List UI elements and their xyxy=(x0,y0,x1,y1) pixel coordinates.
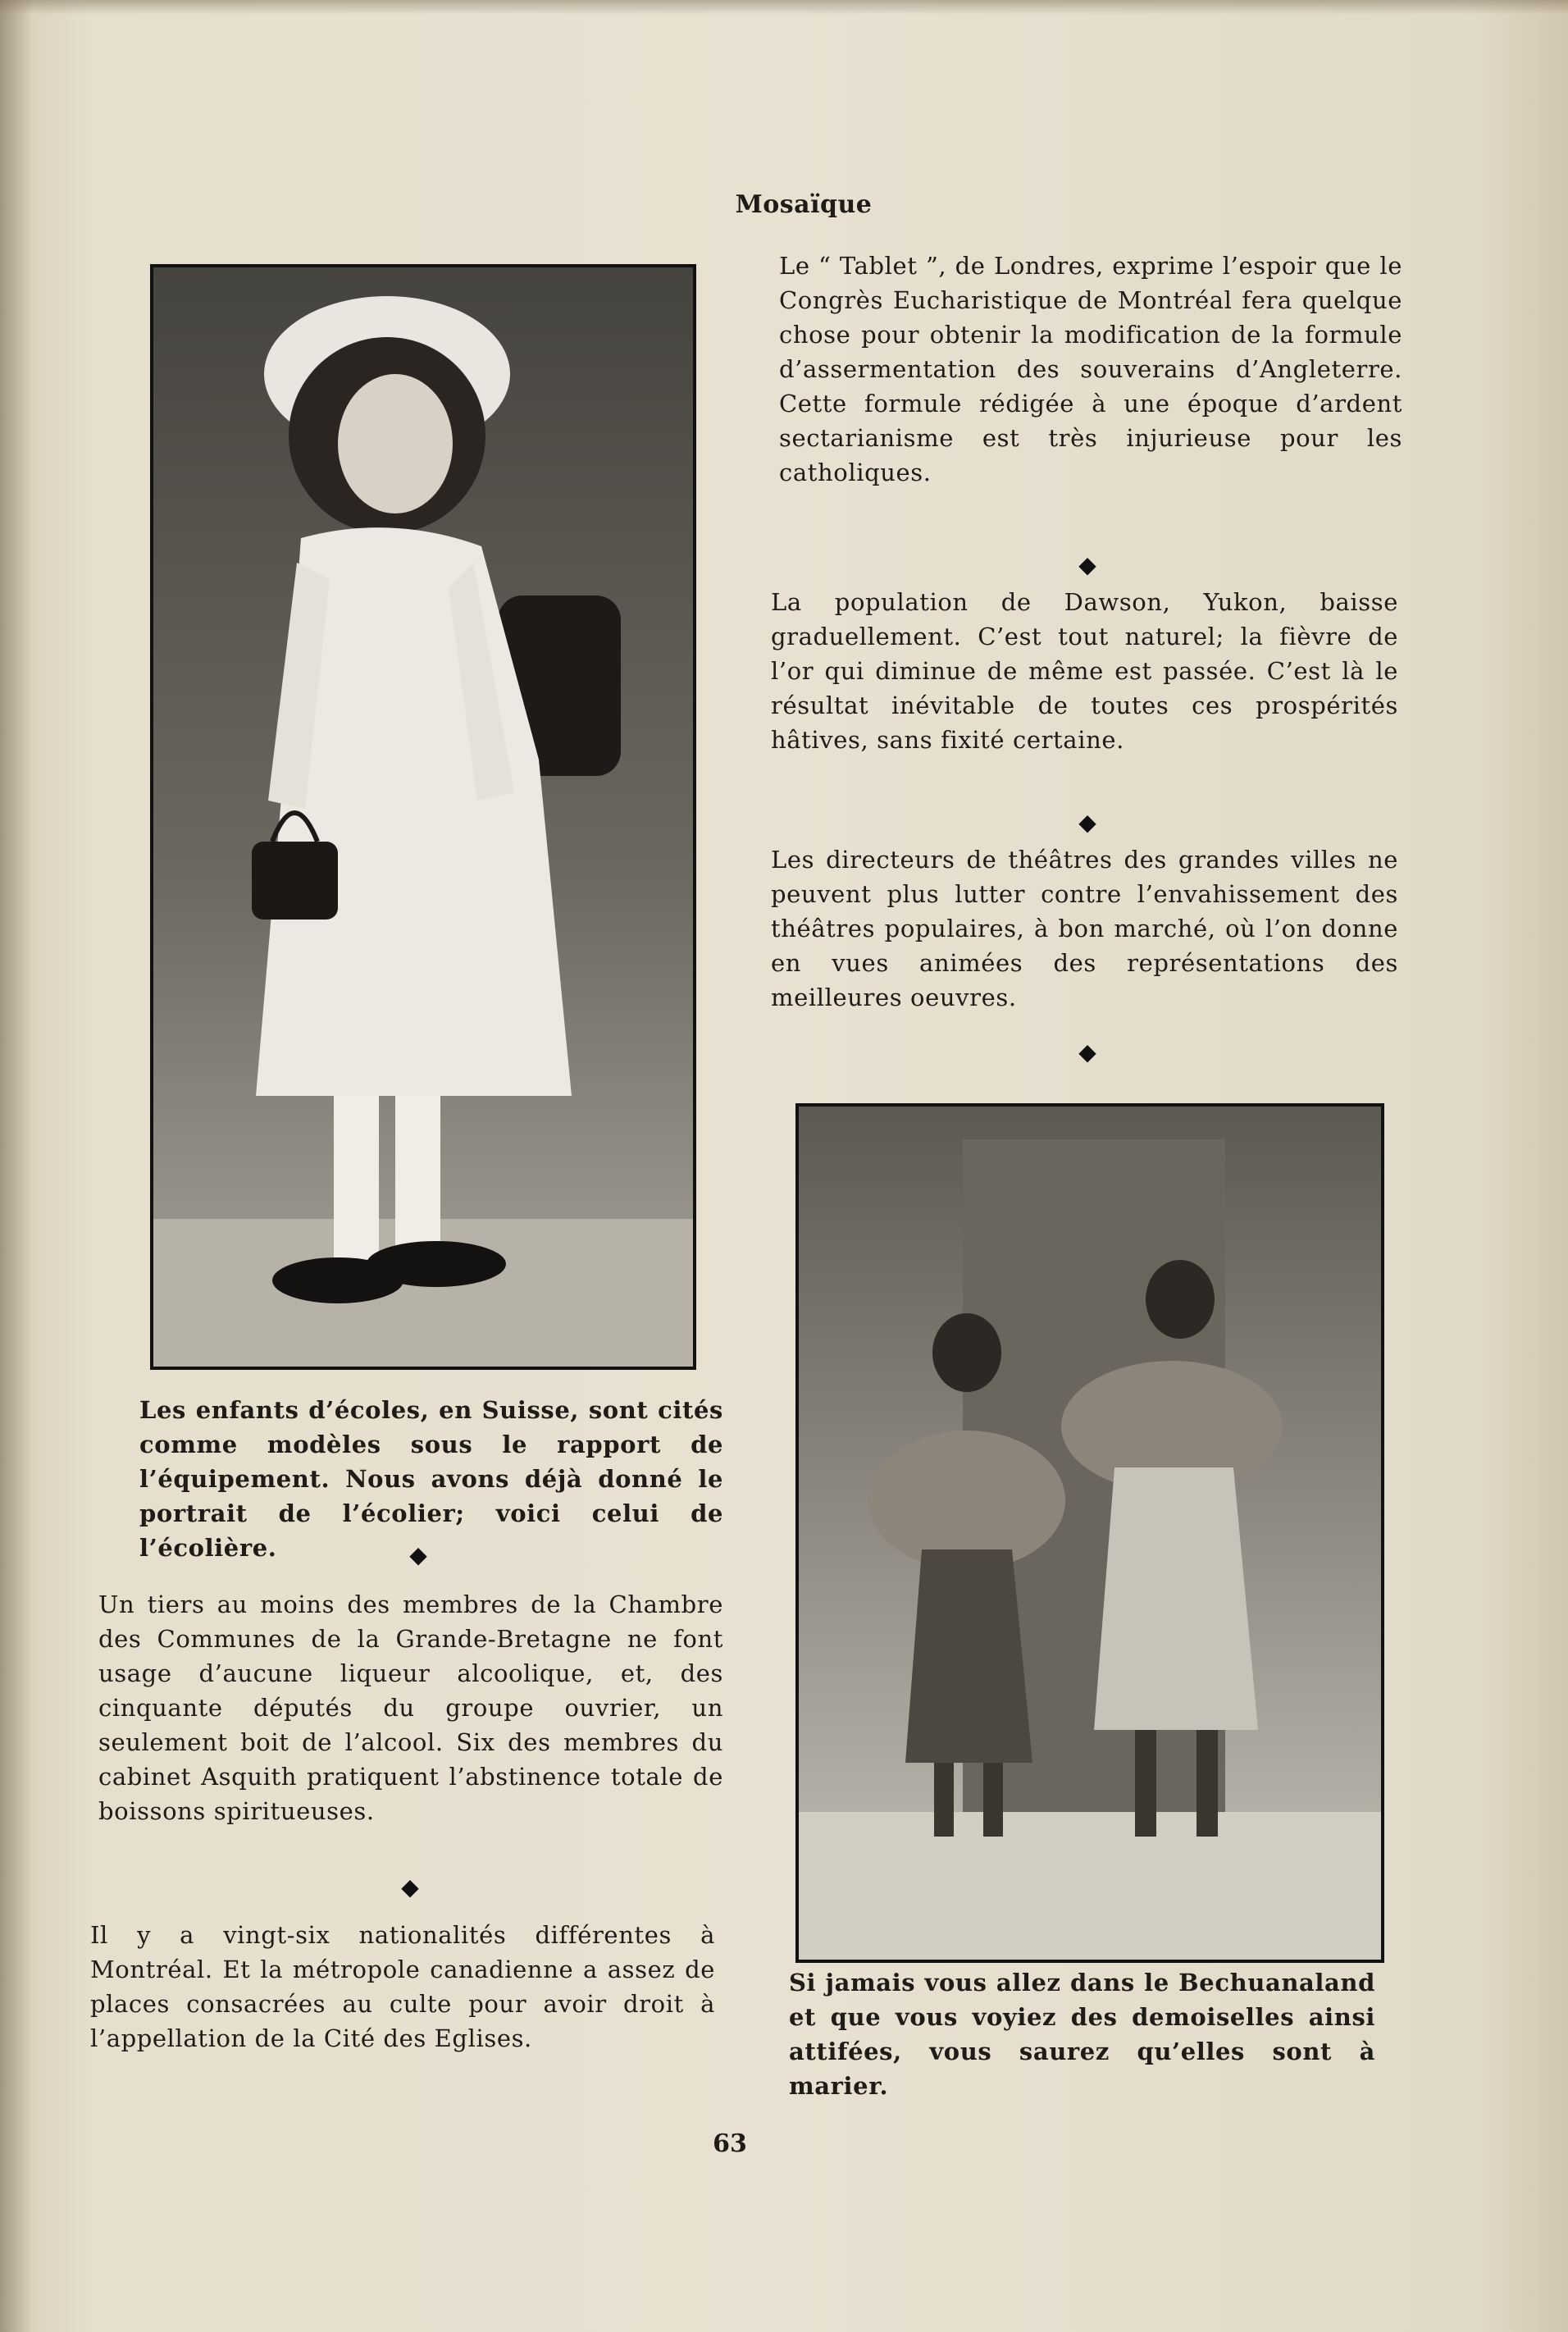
news-item-dawson: La population de Dawson, Yukon, baisse graduellement. C’est tout naturel; la fièvre de l’or qui diminue de même est passée. C’est là le résultat inévitable de toutes ces prospérités hâtives, sans fixité certaine. xyxy=(771,588,1398,754)
page-top-edge xyxy=(0,0,1568,15)
separator-diamond-icon: ◆ xyxy=(1078,809,1096,836)
news-item-tablet: Le “ Tablet ”, de Londres, exprime l’espoir que le Congrès Eucharistique de Montréal fera quelque chose pour obtenir la modification de la formule d’assermentation des souverains d’Angleterre. Cette formule rédigée à une époque d’ardent sectarianisme est très injurieuse pour les catholiques. xyxy=(779,252,1402,486)
bechuanaland-photo-caption: Si jamais vous allez dans le Bechuanaland et que vous voyiez des demoiselles ainsi attifées, vous saurez qu’elles sont à marier. xyxy=(789,1969,1375,2100)
schoolgirl-photo-caption: Les enfants d’écoles, en Suisse, sont cités comme modèles sous le rapport de l’équipement. Nous avons déjà donné le portrait de l’écolier; voici celui de l’écolière. xyxy=(139,1396,723,1562)
news-item-nationalities: Il y a vingt-six nationalités différentes à Montréal. Et la métropole canadienne a assez de places consacrées au culte pour avoir droit à l’appellation de la Cité des Eglises. xyxy=(90,1921,715,2052)
running-head: Mosaïque xyxy=(735,190,873,219)
separator-diamond-icon: ◆ xyxy=(409,1541,427,1568)
gutter-shadow xyxy=(0,0,33,2332)
news-item-theatres: Les directeurs de théâtres des grandes villes ne peuvent plus lutter contre l’envahissement des théâtres populaires, à bon marché, où l’on donne en vues animées des représentations des meilleures oeuvres. xyxy=(771,846,1398,1011)
bechuanaland-photo xyxy=(795,1103,1384,1963)
separator-diamond-icon: ◆ xyxy=(401,1873,419,1901)
news-item-temperance: Un tiers au moins des membres de la Chambre des Communes de la Grande-Bretagne ne font usage d’aucune liqueur alcoolique, et, des cinquante députés du groupe ouvrier, un seulement boit de l’alcool. Six des membres du cabinet Asquith pratiquent l’abstinence totale de boissons spiritueuses. xyxy=(98,1590,723,1825)
schoolgirl-photo xyxy=(150,264,696,1370)
separator-diamond-icon: ◆ xyxy=(1078,551,1096,578)
page-number: 63 xyxy=(713,2129,747,2158)
separator-diamond-icon: ◆ xyxy=(1078,1038,1096,1066)
